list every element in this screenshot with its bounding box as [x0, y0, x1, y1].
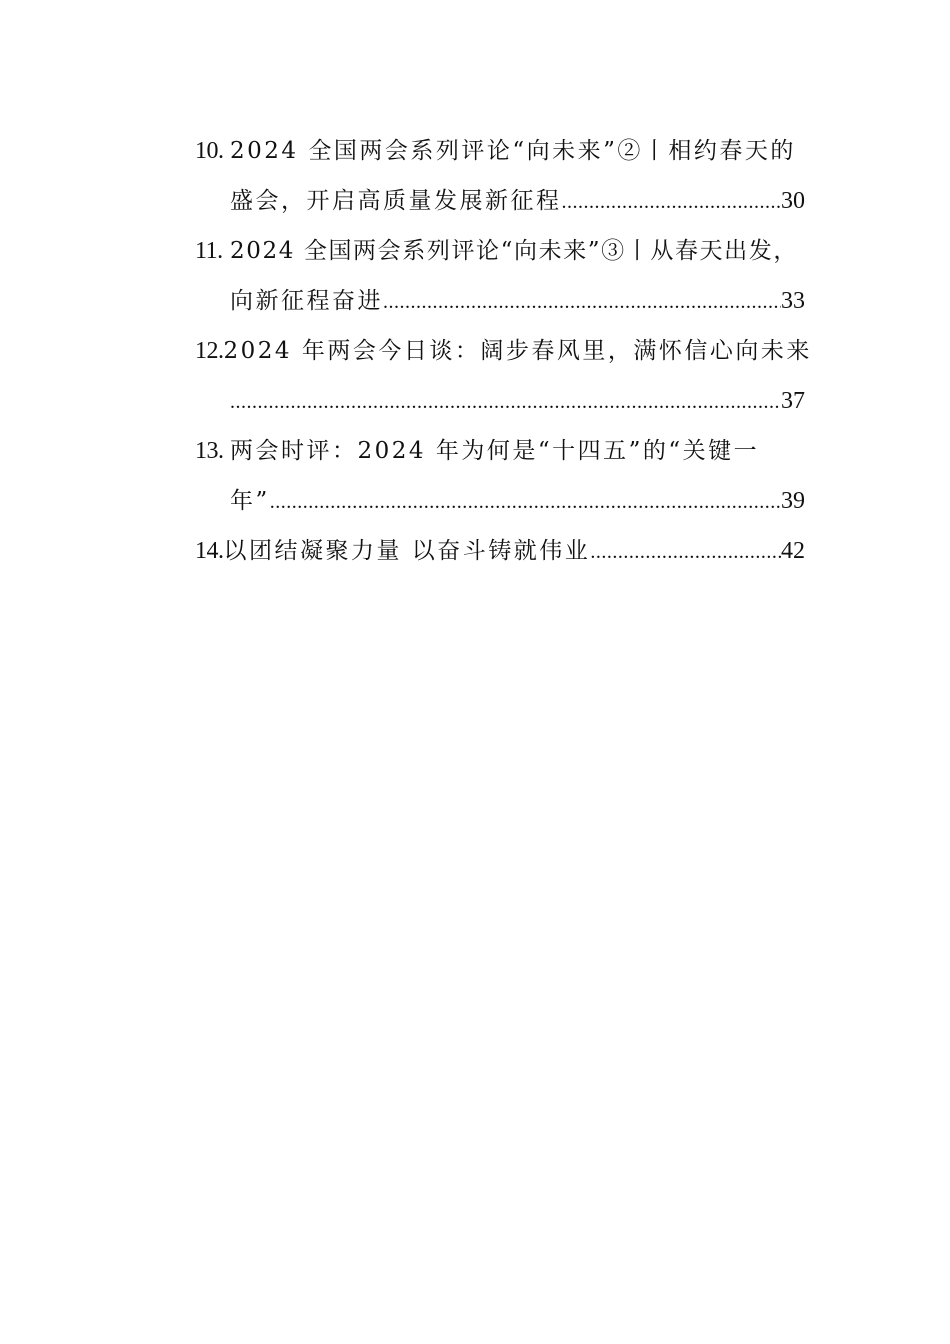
toc-entry[interactable] — [195, 526, 805, 576]
toc-entry-number: 13. — [195, 438, 224, 464]
toc-entry[interactable] — [195, 326, 812, 426]
toc-entry-page-number: 37 — [781, 388, 805, 414]
dot-leader — [590, 527, 781, 577]
toc-entry-title-continued: 盛会，开启高质量发展新征程 — [230, 188, 562, 214]
toc-entry[interactable] — [195, 226, 805, 326]
toc-entry[interactable] — [195, 126, 805, 226]
toc-entry-number: 11. — [195, 238, 223, 264]
toc-entry-page-number: 30 — [781, 188, 805, 214]
toc-entry-title: 2024 全国两会系列评论“向未来”②丨相约春天的 — [230, 138, 796, 164]
dot-leader — [230, 377, 781, 427]
toc-entry-continuation — [195, 176, 805, 226]
toc-entry-title: 2024 全国两会系列评论“向未来”③丨从春天出发， — [230, 238, 798, 264]
toc-entry-title-continued: 年” — [230, 488, 270, 514]
toc-entry-title: 2024 年两会今日谈：阔步春风里，满怀信心向未来 — [223, 338, 812, 364]
toc-entry-number: 14. — [195, 538, 224, 564]
toc-entry-continuation — [195, 276, 805, 326]
toc-entry-title: 以团结凝聚力量 以奋斗铸就伟业 — [223, 538, 591, 564]
toc-entry[interactable] — [195, 426, 805, 526]
toc-entry-title-continued: 向新征程奋进 — [230, 288, 383, 314]
dot-leader — [270, 477, 781, 527]
toc-entry-first-line — [195, 226, 805, 276]
toc-entry-first-line — [195, 426, 805, 476]
toc-entry-first-line — [195, 126, 805, 176]
toc-entry-first-line — [195, 526, 805, 576]
toc-entry-number: 10. — [195, 138, 224, 164]
dot-leader — [562, 177, 782, 227]
toc-entry-number: 12. — [195, 338, 224, 364]
toc-entry-page-number: 39 — [781, 488, 805, 514]
toc-entry-continuation — [195, 376, 805, 426]
toc-entry-page-number: 42 — [781, 538, 805, 564]
table-of-contents — [195, 126, 812, 576]
toc-entry-continuation — [195, 476, 805, 526]
toc-entry-first-line — [195, 326, 812, 376]
toc-entry-title: 两会时评：2024 年为何是“十四五”的“关键一 — [230, 438, 760, 464]
dot-leader — [383, 277, 781, 327]
toc-entry-page-number: 33 — [781, 288, 805, 314]
